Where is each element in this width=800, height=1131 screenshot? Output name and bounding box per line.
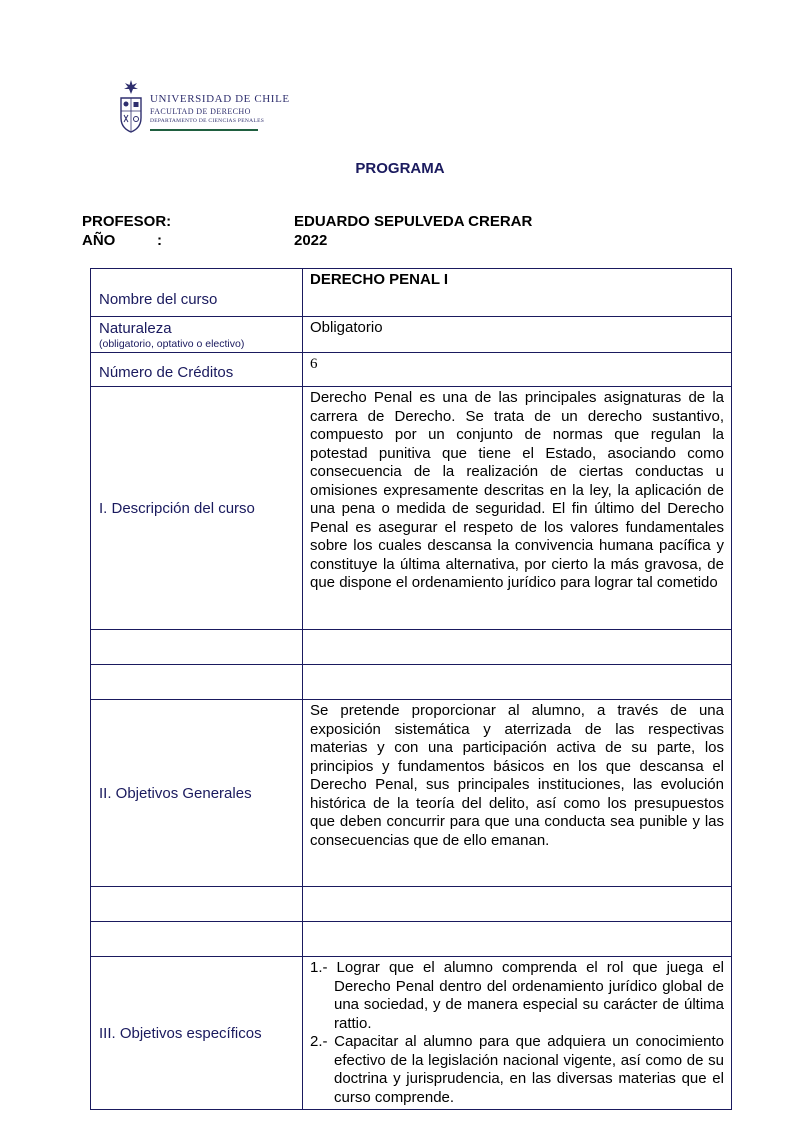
table-row-generales — [91, 700, 732, 887]
naturaleza-value: Obligatorio — [303, 317, 732, 353]
nombre-label: Nombre del curso — [91, 269, 303, 317]
descripcion-value: Derecho Penal es una de las principales asignaturas de la carrera de Derecho. Se trata de un derecho sustantivo, compuesto por un conjunto de normas que regulan la potestad punitiva que tiene el Estado, asociando como consecuencia de la realización de ciertas conductas u omisiones expresamente descritas en la ley, la aplicación de una pena o medida de seguridad. El fin último del Derecho Penal es asegurar el respeto de los valores fundamentales sobre los cuales descansa la convivencia humana pacífica y constituye la última alternativa, por cierto la más gravosa, de que dispone el ordenamiento jurídico para lograr tal cometido — [303, 387, 732, 630]
logo-department-name: DEPARTAMENTO DE CIENCIAS PENALES — [150, 118, 265, 124]
table-row-nombre — [91, 269, 732, 317]
creditos-value: 6 — [303, 353, 732, 387]
nombre-value: DERECHO PENAL I — [303, 269, 732, 317]
logo-faculty-name: FACULTAD DE DERECHO — [150, 107, 251, 116]
generales-value: Se pretende proporcionar al alumno, a través de una exposición sistemática y aterrizada de las respectivas materias y con una participación activa de su parte, los principios y fundamentos básicos en los que descansa el Derecho Penal, sus principales instituciones, las evolución histórica de la teoría del delito, así como los presupuestos que deben concurrir para que una conducta sea punible y las consecuencias que de ello emanan. — [303, 700, 732, 887]
creditos-label: Número de Créditos — [91, 353, 303, 387]
course-program-table — [90, 268, 732, 1110]
profesor-label: PROFESOR: — [82, 213, 172, 230]
naturaleza-label: Naturaleza — [99, 319, 172, 337]
table-row-empty-1 — [91, 630, 732, 665]
table-row-descripcion — [91, 387, 732, 630]
generales-label: II. Objetivos Generales — [91, 700, 303, 887]
page-title: PROGRAMA — [355, 160, 445, 177]
anio-value: 2022 — [294, 232, 328, 249]
anio-label: AÑO : — [82, 232, 163, 249]
especificos-value — [303, 957, 732, 1110]
table-row-naturaleza — [91, 317, 732, 353]
especificos-label: III. Objetivos específicos — [91, 957, 303, 1110]
table-row-empty-2 — [91, 665, 732, 700]
descripcion-label: I. Descripción del curso — [91, 387, 303, 630]
logo-underline — [150, 129, 258, 131]
table-row-empty-4 — [91, 922, 732, 957]
table-row-creditos — [91, 353, 732, 387]
university-seal-icon — [116, 78, 146, 134]
list-item: 2.- Capacitar al alumno para que adquiera un conocimiento efectivo de la legislación nacional vigente, así como de su doctrina y jurisprudencia, en las diversas materias que el curso comprende. — [310, 1033, 724, 1106]
university-logo — [116, 78, 356, 138]
list-item: 1.- Lograr que el alumno comprenda el rol que juega el Derecho Penal dentro del ordenamiento jurídico global de una sociedad, y de manera especial su carácter de última rattio. — [310, 959, 724, 1032]
table-row-empty-3 — [91, 887, 732, 922]
profesor-value: EDUARDO SEPULVEDA CRERAR — [294, 213, 533, 230]
especificos-list — [310, 959, 724, 1107]
naturaleza-cell — [91, 317, 303, 353]
table-row-especificos — [91, 957, 732, 1110]
naturaleza-sublabel: (obligatorio, optativo o electivo) — [99, 337, 245, 350]
logo-university-name: UNIVERSIDAD DE CHILE — [150, 93, 290, 105]
